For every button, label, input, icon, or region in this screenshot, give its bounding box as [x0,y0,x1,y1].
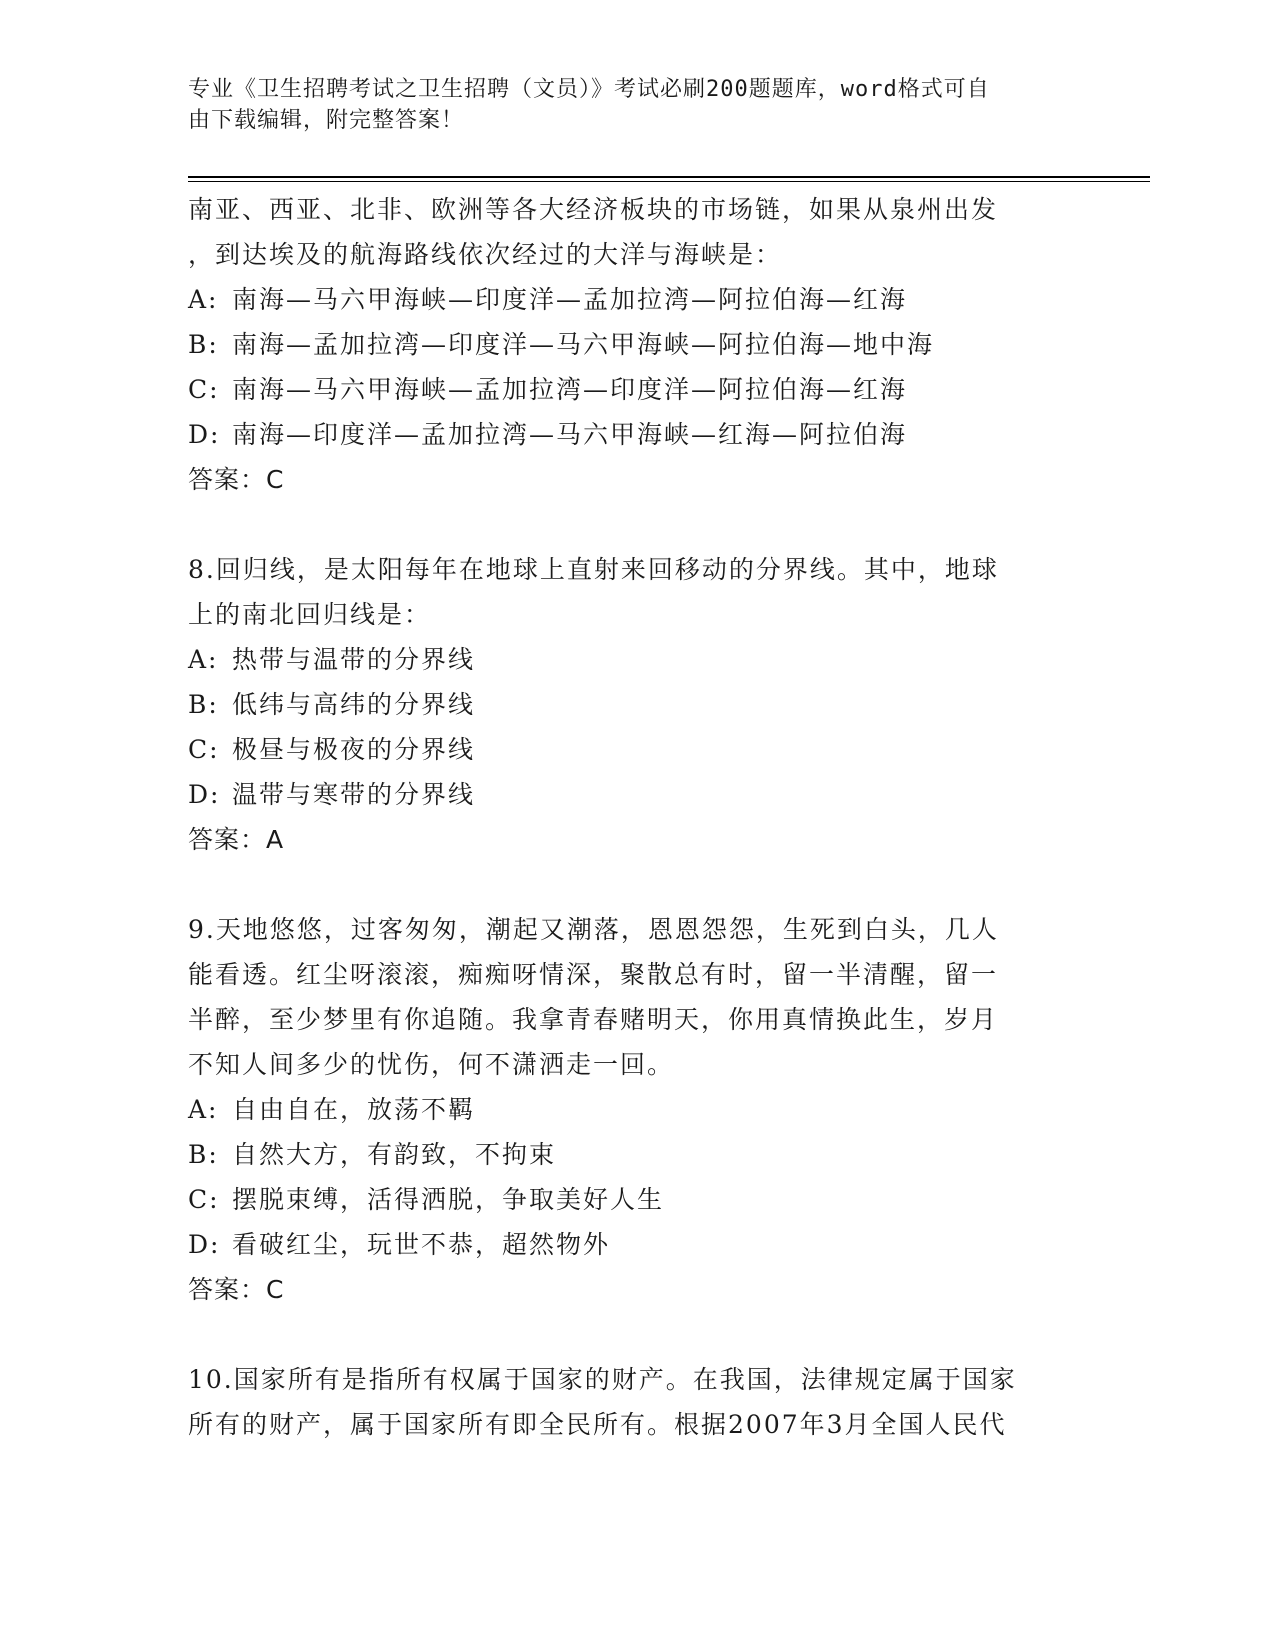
header-divider-thin [188,181,1150,182]
question-stem-line: 9.天地悠悠，过客匆匆，潮起又潮落，恩恩怨怨，生死到白头，几人 [188,915,999,944]
question-stem-line: 半醉，至少梦里有你追随。我拿青春赌明天，你用真情换此生，岁月 [188,1005,999,1034]
option-d [188,412,1088,457]
option-c [188,367,1088,412]
option-key: B: [188,1140,219,1169]
spacer [188,1312,1088,1357]
question-7 [188,187,1088,502]
question-stem-line: 南亚、西亚、北非、欧洲等各大经济板块的市场链，如果从泉州出发 [188,195,999,224]
header-line-2: 由下载编辑，附完整答案！ [188,108,465,133]
option-key: D: [188,420,221,449]
option-text: 自由自在，放荡不羁 [232,1095,476,1124]
question-9 [188,907,1088,1312]
question-stem-line: 10.国家所有是指所有权属于国家的财产。在我国，法律规定属于国家 [188,1365,1017,1394]
option-key: B: [188,690,219,719]
header-line-1: 专业《卫生招聘考试之卫生招聘（文员）》考试必刷200题题库，word格式可自 [188,77,990,102]
option-text: 南海—马六甲海峡—孟加拉湾—印度洋—阿拉伯海—红海 [232,375,908,404]
option-text: 温带与寒带的分界线 [232,780,476,809]
question-stem-line: ，到达埃及的航海路线依次经过的大洋与海峡是： [188,240,783,269]
option-text: 热带与温带的分界线 [232,645,476,674]
option-d [188,772,1088,817]
header-divider-thick [188,176,1150,178]
answer-line: 答案：C [188,1275,285,1304]
option-text: 南海—孟加拉湾—印度洋—马六甲海峡—阿拉伯海—地中海 [232,330,935,359]
option-text: 南海—印度洋—孟加拉湾—马六甲海峡—红海—阿拉伯海 [232,420,908,449]
option-text: 摆脱束缚，活得洒脱，争取美好人生 [232,1185,665,1214]
option-text: 南海—马六甲海峡—印度洋—孟加拉湾—阿拉伯海—红海 [232,285,908,314]
question-stem-line: 所有的财产，属于国家所有即全民所有。根据2007年3月全国人民代 [188,1410,1007,1439]
option-a [188,277,1088,322]
option-key: A: [188,285,219,314]
option-key: B: [188,330,219,359]
option-key: A: [188,645,219,674]
spacer [188,502,1088,547]
question-stem-line: 上的南北回归线是： [188,600,432,629]
option-key: C: [188,375,220,404]
option-text: 低纬与高纬的分界线 [232,690,476,719]
option-b [188,682,1088,727]
option-text: 看破红尘，玩世不恭，超然物外 [232,1230,611,1259]
option-a [188,637,1088,682]
option-c [188,1177,1088,1222]
answer-line: 答案：A [188,825,285,854]
option-key: D: [188,1230,221,1259]
spacer [188,862,1088,907]
option-key: C: [188,1185,220,1214]
question-stem-line: 8.回归线，是太阳每年在地球上直射来回移动的分界线。其中，地球 [188,555,999,584]
document-header [188,74,1068,136]
question-stem-line: 能看透。红尘呀滚滚，痴痴呀情深，聚散总有时，留一半清醒，留一 [188,960,999,989]
option-key: A: [188,1095,219,1124]
question-stem-line: 不知人间多少的忧伤，何不潇洒走一回。 [188,1050,675,1079]
question-list [188,187,1088,1447]
option-b [188,1132,1088,1177]
answer-line: 答案：C [188,465,285,494]
question-8 [188,547,1088,862]
option-d [188,1222,1088,1267]
option-a [188,1087,1088,1132]
option-c [188,727,1088,772]
option-text: 自然大方，有韵致，不拘束 [232,1140,557,1169]
option-key: C: [188,735,220,764]
option-b [188,322,1088,367]
option-key: D: [188,780,221,809]
option-text: 极昼与极夜的分界线 [232,735,476,764]
question-10 [188,1357,1088,1447]
